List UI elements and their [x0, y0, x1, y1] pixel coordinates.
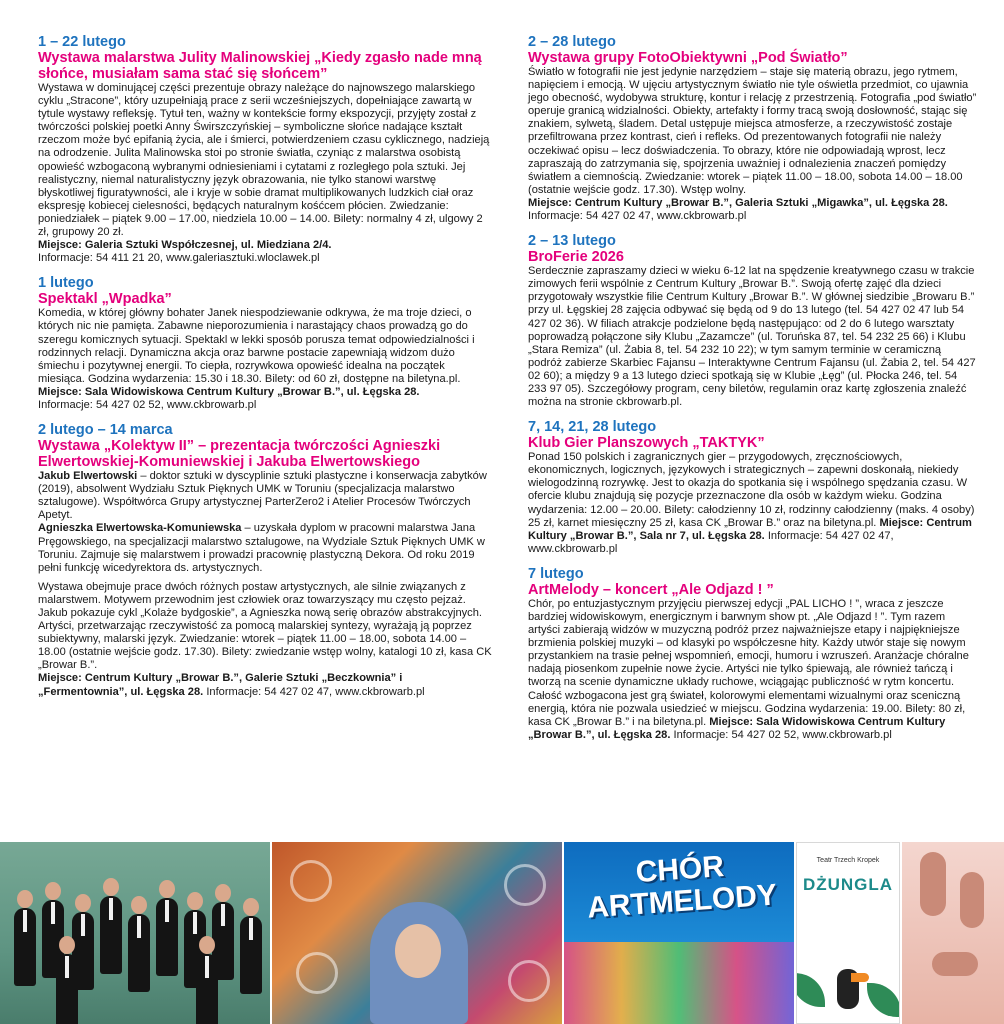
acrobat-figure: [960, 872, 984, 928]
artist-bio: – doktor sztuki w dyscyplinie sztuki plastyczne i konserwacja zabytków (2019), absolwent Wydziału Sztuk Pięknych UMK w Toruniu (specjalizacja malarstwo sztalugowe). Współtwórca Grupy artystycznej ParterZero2 i Atelier Procesów Twórczych Apetyt.: [38, 470, 487, 522]
photo-men-choir: [0, 842, 270, 1024]
event-pod-swiatlo: [528, 34, 978, 223]
event-date: 2 – 28 lutego: [528, 34, 616, 50]
event-place: Miejsce: Centrum Kultury „Browar B.”, Sala nr 7, ul. Łęgska 28.: [528, 516, 972, 542]
man-figure: [100, 896, 122, 974]
event-info: Informacje: 54 411 21 20, www.galeriasztuki.wloclawek.pl: [38, 252, 320, 265]
event-place: Miejsce: Centrum Kultury „Browar B.”, Galerie Sztuki „Beczkownia” i „Fermentownia”, ul. Łęgska 28.: [38, 672, 403, 698]
leaf-decoration: [867, 983, 900, 1017]
man-figure: [56, 954, 78, 1024]
man-figure: [156, 898, 178, 976]
event-title: Wystawa „Kolektyw II” – prezentacja twórczości Agnieszki Elwertowskiej-Komuniewskiej i Jakuba Elwertowskiego: [38, 438, 441, 471]
photo-acrobats: [902, 842, 1004, 1024]
photo-strip: [0, 842, 1004, 1024]
event-description: Chór, po entuzjastycznym przyjęciu pierwszej edycji „PAL LICHO ! ”, wraca z jeszcze bardziej widowiskowym, energicznym i barwnym show pt. „Ale Odjazd ! ”. Tym razem artyści zabierają widzów w muzyczną podróż przez najważniejsze etapy i najpiękniejsze brzmienia polskiej muzyki – od klasyki po współczesne hity. Każdy utwór staje się nowym przystankiem na trasie pełnej wspomnień, emocji, humoru i wzruszeń. Aranżacje chóralne nadają piosenkom zupełnie nowe życie. Artyści nie tylko śpiewają, ale również tańczą i tworzą na scenie dynamiczne układy ruchowe, wciągając publiczność w rytm koncertu. Całość wzbogacona jest grą świateł, kolorowymi elementami wizualnymi oraz sceniczną energią, która nie pozwala usiedzieć w miejscu. Godzina wydarzenia: 19.00. Bilety: 80 zł, kasa CK „Browar B.” i na biletyna.pl.: [528, 597, 969, 728]
event-date: 2 lutego – 14 marca: [38, 422, 173, 439]
mosaic-ornament: [508, 960, 550, 1002]
event-info: Informacje: 54 427 02 47, www.ckbrowarb.pl: [206, 685, 425, 698]
choir-crowd: [564, 942, 794, 1024]
event-artmelody-koncert: [528, 566, 978, 742]
event-date: 2 – 13 lutego: [528, 233, 616, 250]
event-description: Komedia, w której główny bohater Janek niespodziewanie odkrywa, że ma troje dzieci, o których nic nie pamięta. Zabawne nieporozumienia i narastający chaos prowadzą go do szeregu komicznych sytuacji. Spektakl w lekki sposób porusza temat odpowiedzialności i rodzinnych relacji. Dynamiczna akcja oraz barwne postacie zapewniają widzom dużo śmiechu i pozytywnej energii. To ciepła, rozrywkowa opowieść idealna na początek miesiąca. Godzina wydarzenia: 15.30 i 18.30. Bilety: od 60 zł, dostępne na biletyna.pl.: [38, 307, 475, 385]
event-title: Spektakl „Wpadka”: [38, 291, 172, 308]
mosaic-ornament: [296, 952, 338, 994]
event-info: Informacje: 54 427 02 52, www.ckbrowarb.pl: [670, 728, 892, 741]
event-body: [38, 470, 494, 699]
event-description-combined: [528, 598, 978, 742]
event-description: Wystawa obejmuje prace dwóch różnych postaw artystycznych, ale silnie związanych z malarstwem. Motywem przewodnim jest człowiek oraz towarzyszący mu często pejzaż. Jakub pokazuje cykl „Kolaże bydgoskie”, a Agnieszka nową serię obrazów abstrakcyjnych. Artyści, przetwarzając rzeczywistość za pomocą malarskiej syntezy, wyrażają ją poprzez subiektywny, malarski język. Zwiedzanie: wtorek – piątek 11.00 – 18.00, sobota 14.00 – 18.00 (ostatnie wejście godz. 17.30). Bilety: zwiedzanie wstęp wolny, katalogi 10 zł, kasa CK „Browar B.”.: [38, 580, 492, 672]
acrobat-figure: [932, 952, 978, 976]
event-place-info: [38, 672, 494, 698]
event-spektakl-wpadka: [38, 275, 494, 412]
event-broferie-2026: [528, 233, 978, 409]
event-title: Wystawa grupy FotoObiektywni „Pod Światło”: [528, 50, 848, 66]
event-title: Klub Gier Planszowych „TAKTYK”: [528, 435, 765, 452]
event-date: 7, 14, 21, 28 lutego: [528, 419, 657, 436]
event-place: Miejsce: Centrum Kultury „Browar B.”, Galeria Sztuki „Migawka”, ul. Łęgska 28.: [528, 196, 948, 209]
right-column: [528, 34, 978, 752]
poster-dzungla: [796, 842, 900, 1024]
choir-poster-title: CHÓR ARTMELODY: [586, 849, 779, 925]
event-place: Miejsce: Sala Widowiskowa Centrum Kultury „Browar B.”, ul. Łęgska 28.: [38, 385, 420, 398]
event-description: Światło w fotografii nie jest jedynie narzędziem – staje się materią obrazu, jego rytmem, napięciem i emocją. W ujęciu artystycznym światło nie tyle oświetla przedmiot, co ujawnia jego obecność, wydobywa strukturę, kontur i relację z przestrzenią. Fotografia „pod światło” operuje granicą widzialności. Obiekty, artefakty i formy tracą swoją dosłowność, stając się znakiem, sylwetą, śladem. Detal ustępuje miejsca atmosferze, a rzeczywistość zostaje przefiltrowana przez kontrast, cień i refleks. Od prezentowanych fotografii nie należy oczekiwać opisu – lecz doświadczenia. To obrazy, które nie odpowiadają wprost, lecz zapraszają do zatrzymania się, spojrzenia uważniej i odnalezienia znaczeń pomiędzy światłem a ciemnością. Zwiedzanie: wtorek – piątek 11.00 – 18.00, sobota 14.00 – 18.00 (ostatnie wejście godz. 17.30). Wstęp wolny.: [528, 66, 977, 196]
woman-face: [395, 924, 441, 978]
man-figure: [14, 908, 36, 986]
artist-bio-agnieszka: [38, 522, 494, 574]
event-title: BroFerie 2026: [528, 249, 624, 266]
artist-bio-jakub: [38, 470, 494, 522]
event-info: Informacje: 54 427 02 47, www.ckbrowarb.pl: [528, 529, 894, 555]
event-body: [528, 265, 978, 409]
leaf-decoration: [796, 973, 825, 1007]
left-column: [38, 34, 494, 709]
artist-name: Jakub Elwertowski: [38, 470, 138, 483]
event-date: 7 lutego: [528, 565, 584, 582]
event-title: Wystawa malarstwa Julity Malinowskiej „Kiedy zgasło nade mną słońce, musiałam sama stać się słońcem”: [38, 50, 482, 82]
event-place: Miejsce: Galeria Sztuki Współczesnej, ul. Miedziana 2/4.: [38, 239, 332, 252]
event-body: [528, 66, 978, 223]
mosaic-ornament: [504, 864, 546, 906]
event-kolektyw-ii: [38, 422, 494, 699]
event-body: [528, 451, 978, 556]
event-description: Wystawa w dominującej części prezentuje obrazy należące do najnowszego malarskiego cyklu „Stracone”, który uzupełniają prace z serii wcześniejszych, dopełniające zawartą w tytule wystawy refleksję. Tytuł ten, ważny w kontekście formy ekspozycji, przyjęty został z twórczości polskiej poetki Anny Świrszczyńskiej – symboliczne słońce nadające kształt rzeczom może być epifanią życia, ale i śmierci, potwierdzeniem czasu cyklicznego, nadzieją na odrodzenie. Julita Malinowska stoi po stronie światła, czyniąc z malarstwa osobistą opowieść wzbogaconą wybranymi odniesieniami i cytatami z rozległego pola sztuki. Jej realistyczny, niemal naturalistyczny język obrazowania, nie tylko stanowi warstwę błyskotliwej figuratywności, ale i kryje w sobie dramat multiplikowanych ludzkich ciał oraz ekspresję kobiecej cielesności, będących naturalnym kośćcem płócien. Zwiedzanie: poniedziałek – piątek 9.00 – 17.00, niedziela 10.00 – 14.00. Bilety: normalny 4 zł, ulgowy 2 zł, grupowy 20 zł.: [38, 82, 490, 239]
photo-choir-artmelody: [564, 842, 794, 1024]
event-description: Serdecznie zapraszamy dzieci w wieku 6-12 lat na spędzenie kreatywnego czasu w trakcie zimowych ferii wspólnie z Centrum Kultury „Browar B.”. Swoją ofertę zajęć dla dzieci przygotowały wszystkie filie Centrum Kultury „Browar B.”. W głównej siedzibie „Browaru B.” przy ul. Łęgskiej 28 zajęcia odbywać się będą od 9 do 13 lutego (tel. 54 427 02 47 lub 54 427 02 36). W filiach atrakcje podzielone będą następująco: od 2 do 6 lutego warsztaty poprowadzą połączone siły Klubu „Zazamcze” (ul. Toruńska 87, tel. 54 232 25 66) i Klubu „Stara Remiza” (ul. Żabia 8, tel. 54 232 10 22); w tym samym terminie w ceramiczną podróż zabierze Skarbiec Fajansu – Interaktywne Centrum Fajansu (ul. Żabia 2, tel. 54 427 02 60); a między 9 a 13 lutego dzieci spotkają się w Klubie „Łęg” (ul. Płocka 246, tel. 54 233 97 05). Szczegółowy program, ceny biletów, regulamin oraz kartę zgłoszenia znaleźć można na stronie ckbrowarb.pl.: [528, 265, 976, 409]
event-body: [38, 307, 494, 412]
man-figure: [240, 916, 262, 994]
event-julita-malinowska: [38, 34, 494, 265]
event-info: Informacje: 54 427 02 52, www.ckbrowarb.pl: [38, 398, 257, 411]
toucan-icon: [837, 969, 859, 1009]
man-figure: [196, 954, 218, 1024]
event-date: 1 – 22 lutego: [38, 34, 126, 50]
acrobat-figure: [920, 852, 946, 916]
artist-name: Agnieszka Elwertowska-Komuniewska: [38, 522, 242, 535]
poster-theatre-name: Teatr Trzech Kropek: [816, 857, 880, 864]
event-taktyk: [528, 419, 978, 556]
mosaic-ornament: [290, 860, 332, 902]
artist-bio: – uzyskała dyplom w pracowni malarstwa Jana Pręgowskiego, na specjalizacji malarstwo sztalugowe, na Wydziale Sztuk Pięknych UMK w Toruniu. Zajmuje się malarstwem i prowadzi pracownię plastyczną Dekora. Od roku 2019 pełni funkcję wicedyrektora ds. artystycznych.: [38, 522, 485, 574]
man-figure: [128, 914, 150, 992]
event-body: [528, 598, 978, 742]
event-description: Ponad 150 polskich i zagranicznych gier – przygodowych, zręcznościowych, ekonomicznych, logicznych, językowych i strategicznych – zapewni doskonałą, niekiedy wielogodzinną rozrywkę. Jest to okazja do spotkania się i wspólnego spędzania czasu. W ofercie klubu znajdują się pozycje przeznaczone dla osób w każdym wieku. Godzina wydarzenia: 12.00 – 20.00. Bilety: całodzienny 10 zł, rodzinny całodzienny (maks. 4 osoby) 25 zł, karnet miesięczny 25 zł, kasa CK „Browar B.” oraz na biletyna.pl.: [528, 451, 975, 529]
event-place: Miejsce: Sala Widowiskowa Centrum Kultury „Browar B.”, ul. Łęgska 28.: [528, 715, 946, 741]
photo-woman-mosaic: [272, 842, 562, 1024]
event-description-combined: [528, 451, 978, 556]
event-date: 1 lutego: [38, 275, 94, 292]
event-title: ArtMelody – koncert „Ale Odjazd ! ”: [528, 581, 774, 598]
event-info: Informacje: 54 427 02 47, www.ckbrowarb.pl: [528, 210, 747, 223]
event-body: [38, 82, 494, 265]
poster-title: DŻUNGLA: [802, 875, 894, 894]
